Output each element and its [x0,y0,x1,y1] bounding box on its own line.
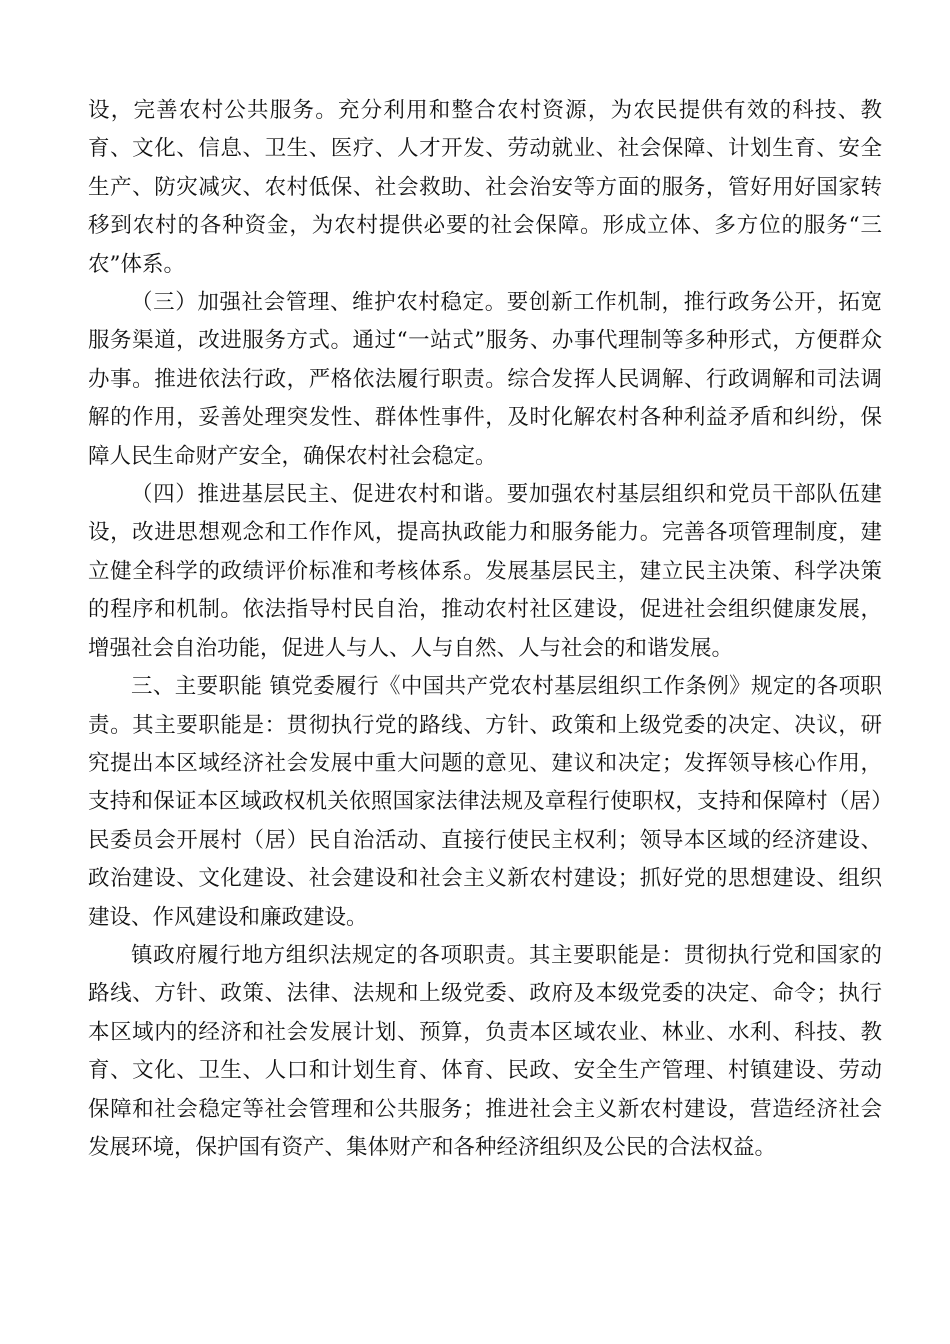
paragraph-main-functions-party-committee: 三、主要职能 镇党委履行《中国共产党农村基层组织工作条例》规定的各项职责。其主要职能是：贯彻执行党的路线、方针、政策和上级党委的决定、决议，研究提出本区域经济社会发展中重大问题的意见、建议和决定；发挥领导核心作用，支持和保证本区域政权机关依照国家法律法规及章程行使职权，支持和保障村（居）民委员会开展村（居）民自治活动、直接行使民主权利；领导本区域的经济建设、政治建设、文化建设、社会建设和社会主义新农村建设；抓好党的思想建设、组织建设、作风建设和廉政建设。 [88,674,882,930]
paragraph-town-government-functions: 镇政府履行地方组织法规定的各项职责。其主要职能是：贯彻执行党和国家的路线、方针、政策、法律、法规和上级党委、政府及本级党委的决定、命令；执行本区域内的经济和社会发展计划、预算，负责本区域农业、林业、水利、科技、教育、文化、卫生、人口和计划生育、体育、民政、安全生产管理、村镇建设、劳动保障和社会稳定等社会管理和公共服务；推进社会主义新农村建设，营造经济社会发展环境，保护国有资产、集体财产和各种经济组织及公民的合法权益。 [88,942,882,1160]
document-body [88,92,882,1167]
paragraph-continued-services: 设，完善农村公共服务。充分利用和整合农村资源，为农民提供有效的科技、教育、文化、信息、卫生、医疗、人才开发、劳动就业、社会保障、计划生育、安全生产、防灾减灾、农村低保、社会救助、社会治安等方面的服务，管好用好国家转移到农村的各种资金，为农村提供必要的社会保障。形成立体、多方位的服务“三农”体系。 [88,98,882,277]
paragraph-grassroots-democracy: （四）推进基层民主、促进农村和谐。要加强农村基层组织和党员干部队伍建设，改进思想观念和工作作风，提高执政能力和服务能力。完善各项管理制度，建立健全科学的政绩评价标准和考核体系。发展基层民主，建立民主决策、科学决策的程序和机制。依法指导村民自治，推动农村社区建设，促进社会组织健康发展，增强社会自治功能，促进人与人、人与自然、人与社会的和谐发展。 [88,482,882,661]
paragraph-social-management: （三）加强社会管理、维护农村稳定。要创新工作机制，推行政务公开，拓宽服务渠道，改进服务方式。通过“一站式”服务、办事代理制等多种形式，方便群众办事。推进依法行政，严格依法履行职责。综合发挥人民调解、行政调解和司法调解的作用，妥善处理突发性、群体性事件，及时化解农村各种利益矛盾和纠纷，保障人民生命财产安全，确保农村社会稳定。 [88,290,882,469]
